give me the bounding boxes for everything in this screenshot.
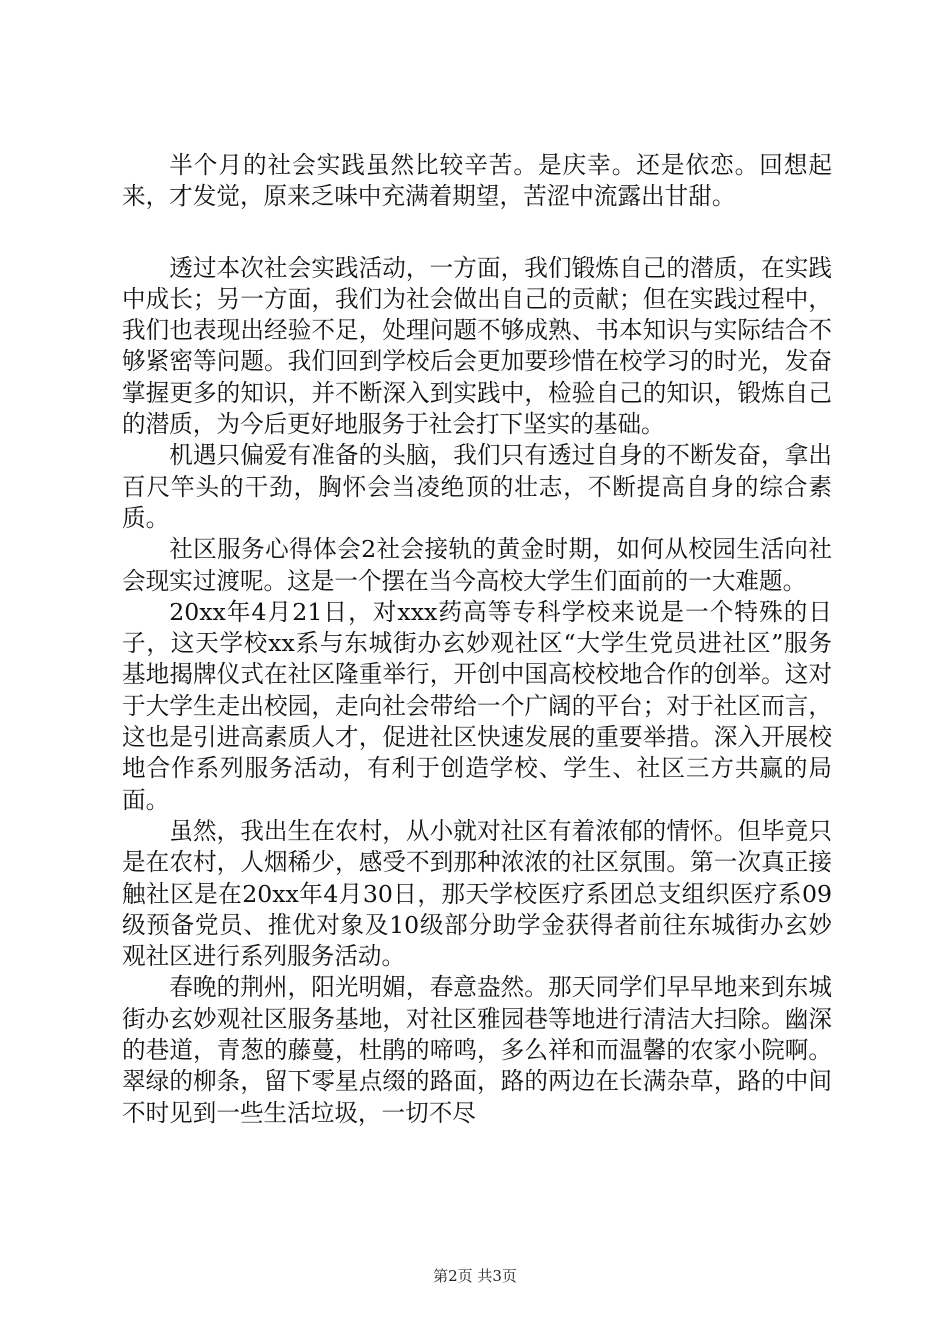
paragraph-7: 春晚的荆州，阳光明媚，春意盎然。那天同学们早早地来到东城街办玄妙观社区服务基地，对社区雅园巷等地进行清洁大扫除。幽深的巷道，青葱的藤蔓，杜鹃的啼鸣，多么祥和而温馨的农家小院啊。翠绿的柳条，留下零星点缀的路面，路的两边在长满杂草，路的中间不时见到一些生活垃圾，一切不尽 <box>122 973 832 1127</box>
document-body <box>122 150 832 1129</box>
paragraph-3: 机遇只偏爱有准备的头脑，我们只有透过自身的不断发奋，拿出百尺竿头的干劲，胸怀会当凌绝顶的壮志，不断提高自身的综合素质。 <box>122 441 832 532</box>
paragraph-gap <box>122 213 832 253</box>
paragraph-4: 社区服务心得体会2社会接轨的黄金时期，如何从校园生活向社会现实过渡呢。这是一个摆在当今高校大学生们面前的一大难题。 <box>122 535 832 595</box>
paragraph-5: 20xx年4月21日，对xxx药高等专科学校来说是一个特殊的日子，这天学校xx系与东城街办玄妙观社区“大学生党员进社区”服务基地揭牌仪式在社区隆重举行，开创中国高校校地合作的创举。这对于大学生走出校园，走向社会带给一个广阔的平台；对于社区而言，这也是引进高素质人才，促进社区快速发展的重要举措。深入开展校地合作系列服务活动，有利于创造学校、学生、社区三方共赢的局面。 <box>122 597 832 814</box>
paragraph-6: 虽然，我出生在农村，从小就对社区有着浓郁的情怀。但毕竟只是在农村，人烟稀少，感受不到那种浓浓的社区氛围。第一次真正接触社区是在20xx年4月30日，那天学校医疗系团总支组织医疗系09级预备党员、推优对象及10级部分助学金获得者前往东城街办玄妙观社区进行系列服务活动。 <box>122 816 832 971</box>
page-footer: 第2页 共3页 <box>433 1267 517 1285</box>
paragraph-2: 透过本次社会实践活动，一方面，我们锻炼自己的潜质，在实践中成长；另一方面，我们为社会做出自己的贡献；但在实践过程中，我们也表现出经验不足，处理问题不够成熟、书本知识与实际结合不够紧密等问题。我们回到学校后会更加要珍惜在校学习的时光，发奋掌握更多的知识，并不断深入到实践中，检验自己的知识，锻炼自己的潜质，为今后更好地服务于社会打下坚实的基础。 <box>122 253 832 439</box>
paragraph-1: 半个月的社会实践虽然比较辛苦。是庆幸。还是依恋。回想起来，才发觉，原来乏味中充满着期望，苦涩中流露出甘甜。 <box>122 151 832 211</box>
